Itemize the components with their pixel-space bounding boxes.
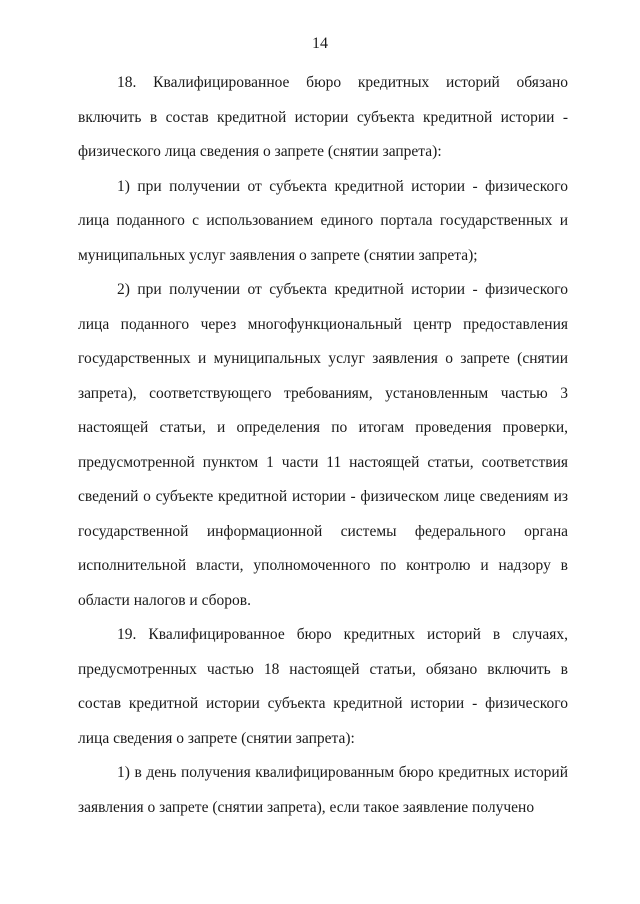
page-number: 14: [312, 35, 328, 52]
paragraph-18-item-1: 1) при получении от субъекта кредитной истории - физического лица поданного с использованием единого портала государственных и муниципальных услуг заявления о запрете (снятии запрета);: [78, 177, 568, 264]
paragraph-19-item-1: 1) в день получения квалифицированным бюро кредитных историй заявления о запрете (снятии запрета), если такое заявление получено: [78, 764, 568, 816]
document-body: [78, 66, 568, 825]
paragraph-18: 18. Квалифицированное бюро кредитных историй обязано включить в состав кредитной истории субъекта кредитной истории - физического лица сведения о запрете (снятии запрета):: [78, 74, 568, 160]
paragraph-18-item-2: 2) при получении от субъекта кредитной истории - физического лица поданного через многофункциональный центр предоставления государственных и муниципальных услуг заявления о запрете (снятии запрета), соответствующего требованиям, установленным частью 3 настоящей статьи, и определения по итогам проведения проверки, предусмотренной пунктом 1 части 11 настоящей статьи, соответствия сведений о субъекте кредитной истории - физическом лице сведениям из государственной информационной системы федерального органа исполнительной власти, уполномоченного по контролю и надзору в области налогов и сборов.: [78, 281, 568, 609]
paragraph-19: 19. Квалифицированное бюро кредитных историй в случаях, предусмотренных частью 18 настоящей статьи, обязано включить в состав кредитной истории субъекта кредитной истории - физического лица сведения о запрете (снятии запрета):: [78, 626, 568, 747]
